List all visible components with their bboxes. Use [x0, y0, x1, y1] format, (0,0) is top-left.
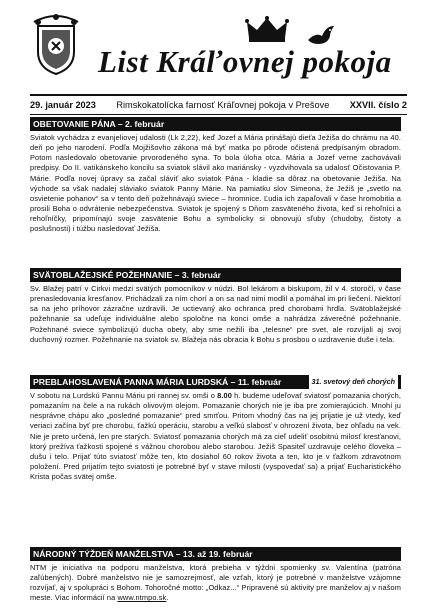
- section-text: Sviatok vychádza z evanjeliovej udalosti (Lk 2,22), keď Jozef a Mária prinášajú dieťa Ježiša do chrámu na 40. deň po jeho narodení. Podľa Mojžišovho zákona má byť matka po pôrode očistená predpísaným obradom. Potom nasledovalo obetovanie prvorodeného syna. To bola úloha otca. Mária a Jozef verne zachovávali predpisy. Do II. vatikánskeho koncilu sa sviatok slávil ako mariánsky - vyzdvihovala sa udalosť Očistovania P. Márie. Podľa novej úpravy sa začal sláviť ako sviatok Pána - kladie sa dôraz na obetovanie Ježiša. Na východe sa však nadalej sláviako sviatok Panny Márie. Na pamiatku slov Simeona, že Ježiš je „svetlo na osvietenie pohanov“ sa v tento deň požehnávajú sviece – hromnice. Ľudia ich zapaľovali v čase hromobitia a prosili Boha o odvrátenie nebezpečenstva. Sviatok je spojený s Dňom zasväteného života, keď si rehoľníci a rehoľníčky, pripomínajú svoje zasvätenie Bohu a symbolicky si obnovujú sľuby (chudoby, čistoty a poslušnosti) i túžbu nasledovať Ježiša.: [30, 133, 401, 234]
- mass-time: 8.00: [217, 391, 232, 400]
- crown-icon: [245, 16, 289, 42]
- section-text: Sv. Blažej patrí v Cirkvi medzi svätých pomocníkov v núdzi. Bol lekárom a biskupom, žil v 4. storočí, v čase prenasledovania kresťanov. Prichádzali za ním chorí a on sa nad nimi modlil a pomáhal im pri liečení. Niektorí sa na jeho príhovor zázračne uzdravili. Je uctievaný ako ochranca pred chorobami hrdla. Svätoblažejské požehnanie sa udeľuje individuálne alebo spoločne na konci omše a nahrádza záverečné požehnanie. Požehnané sviece symbolizujú ducha obety, aby sme nežili iba „telesne“ pre svet, ale rozvíjali aj svoj duchovný rozmer. Požehnanie na sviatok sv. Blažeja nás obracia k Bohu s prosbou o uzdravenie duše i tela.: [30, 284, 401, 344]
- newsletter-title: List Kráľovnej pokoja: [98, 44, 392, 79]
- website-link[interactable]: www.ntmpo.sk: [117, 593, 167, 603]
- section-svatoblazejske: [30, 268, 401, 345]
- text-part: V sobotu na Lurdskú Pannu Máriu pri rannej sv. omši o: [30, 391, 218, 400]
- section-text: [30, 563, 401, 604]
- section-obetovanie: [30, 117, 401, 235]
- section-text: [30, 391, 401, 482]
- section-heading: [30, 547, 401, 561]
- section-heading: [30, 375, 401, 389]
- parish-crest-icon: [30, 12, 82, 78]
- parish-name: Rimskokatolícka farnosť Kráľovnej pokoja v Prešove: [116, 100, 330, 110]
- section-title: SVÄTOBLAŽEJSKÉ POŽEHNANIE – 3. február: [33, 270, 221, 280]
- section-title: OBETOVANIE PÁNA – 2. február: [33, 119, 165, 129]
- issue-date: 29. január 2023: [30, 100, 96, 110]
- section-title: NÁRODNÝ TÝŽDEŇ MANŽELSTVA – 13. až 19. február: [33, 549, 253, 559]
- text-part: .: [166, 593, 169, 603]
- section-narodny-tyzden: [30, 547, 401, 604]
- section-note: 31. svetový deň chorých: [309, 375, 399, 389]
- text-part: h. budeme udeľovať sviatosť pomazania chorých, pomazaním na čele a na rukách olivovým olejom. Pomazanie chorých nie je iba pre zomierajúcich. Mnohí ju nesprávne chápu ako „posledné pomazanie“ pred smrťou. Pritom vhodný čas na jej prijatie je už vtedy, keď veriaci začína byť pre chorobu, ťažkú operáciu, starobu a veľkú slabosť v ohrození života, bez ohľadu na vek. Nie je preto určená, len pre starých. Sviatosť pomazania chorých má za cieľ udeliť osobitnú milosť kresťanovi, ktorý prežíva ťažkosti spojené s vážnou chorobou alebo starobou. Ježiš Spasiteľ uzdravuje celého človeka – dušu i telo. Prijať túto sviatosť môže ten, kto dosiahol 60 rokov života a ten, kto je v ťažkom zdravotnom položení. Pred prijatím tejto sviatosti je potrebné byť v stave milosti (vyspovedať sa) a prijať Eucharistického Krista počas svätej omše.: [30, 391, 401, 482]
- issue-info-bar: [30, 94, 407, 115]
- section-title: PREBLAHOSLAVENÁ PANNA MÁRIA LURDSKÁ – 11. február: [33, 377, 282, 387]
- section-heading: [30, 117, 401, 131]
- section-heading: [30, 268, 401, 282]
- text-part: NTM je iniciatíva na podporu manželstva, ktorá prebieha v týždni spomienky sv. Valentína (patróna zaľúbených). Dobré manželstvo nie je samozrejmosť, ale vzťah, ktorý je potrebné v manželstve vzájomne rozvíjať, aj v spolupráci s Bohom. Tohoročné motto: „Odkaz...“ Pripravené sú aktivity pre manželov aj v našom meste. Viac informácií na: [30, 563, 401, 603]
- section-lurdska: [30, 375, 401, 482]
- issue-number: XXVII. číslo 2: [349, 100, 407, 110]
